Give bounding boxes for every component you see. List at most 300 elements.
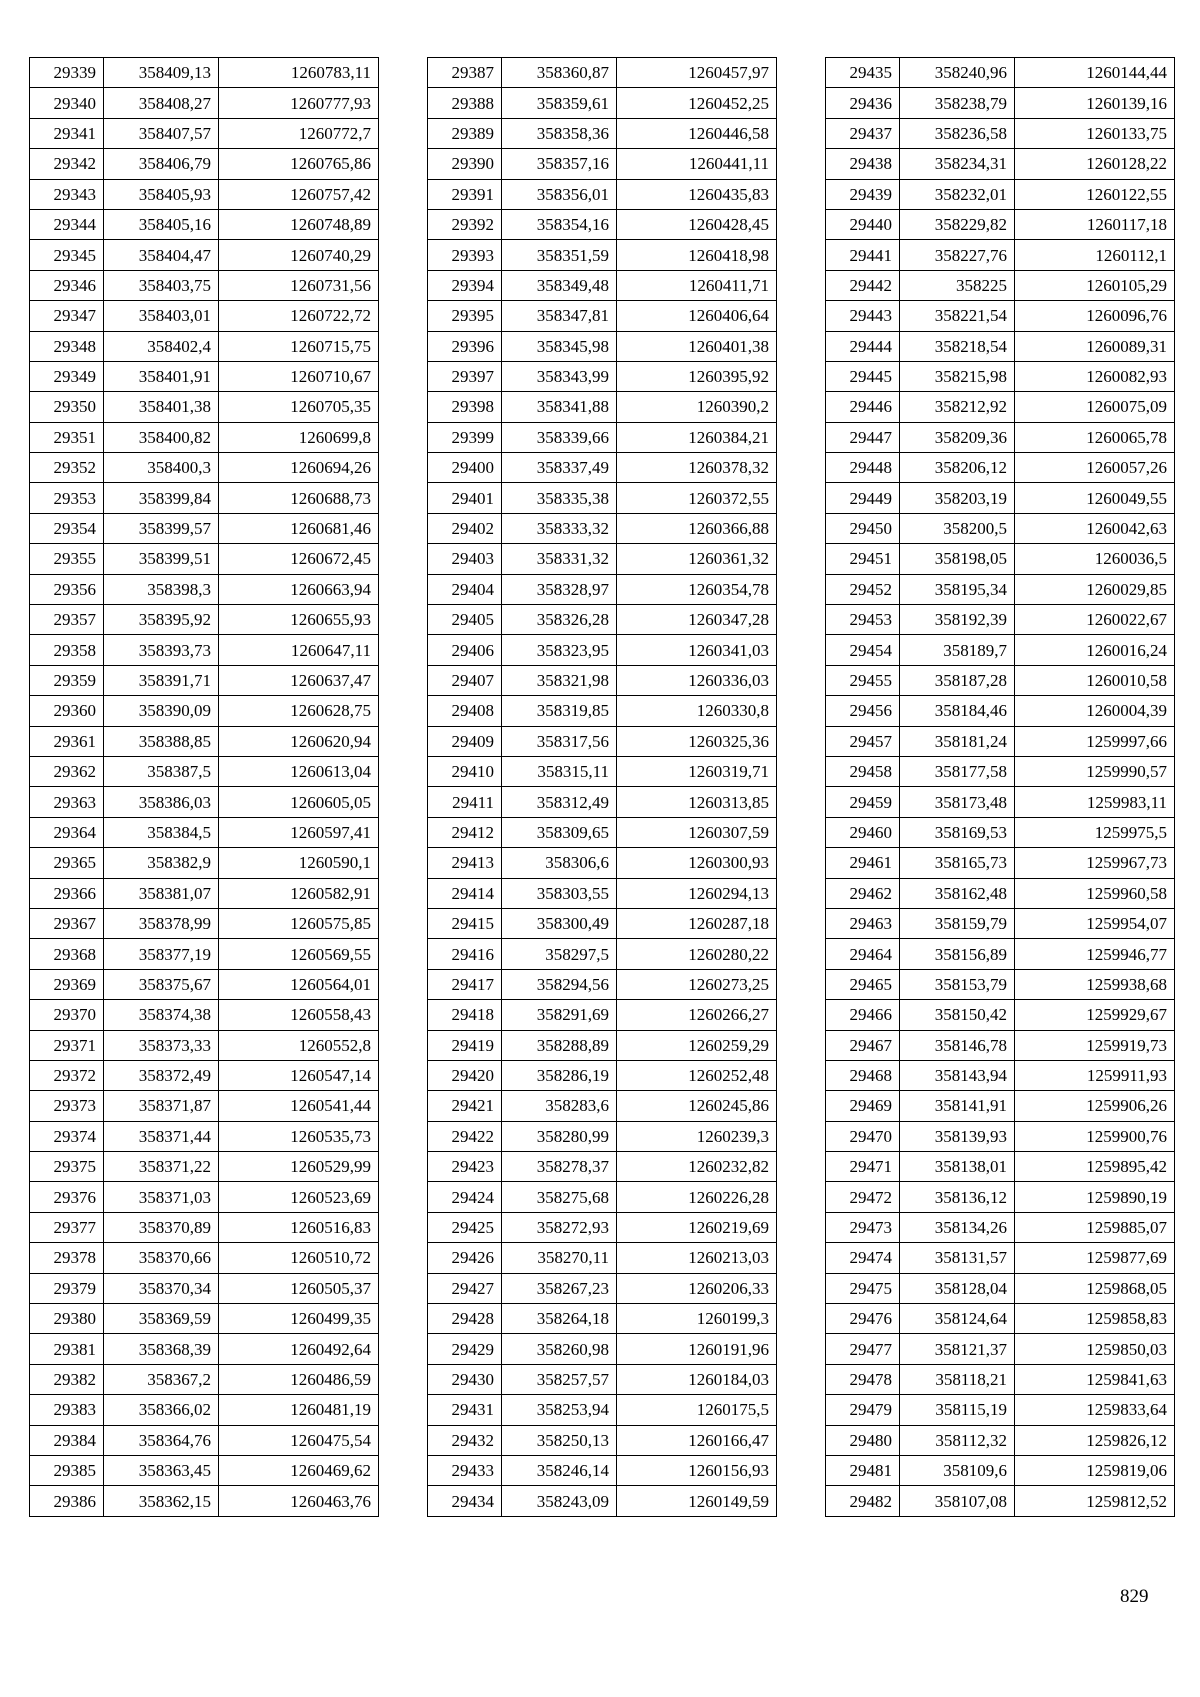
point-number-cell: 29352	[30, 453, 104, 483]
point-number-cell: 29381	[30, 1334, 104, 1364]
y-coordinate-cell: 1259858,83	[1015, 1304, 1175, 1334]
x-coordinate-cell: 358181,24	[900, 726, 1015, 756]
y-coordinate-cell: 1260613,04	[219, 756, 379, 786]
y-coordinate-cell: 1260232,82	[617, 1152, 777, 1182]
x-coordinate-cell: 358345,98	[502, 331, 617, 361]
point-number-cell: 29413	[428, 848, 502, 878]
point-number-cell: 29339	[30, 58, 104, 88]
x-coordinate-cell: 358377,19	[104, 939, 219, 969]
table-row	[428, 787, 777, 817]
x-coordinate-cell: 358300,49	[502, 908, 617, 938]
point-number-cell: 29423	[428, 1152, 502, 1182]
table-row	[826, 1364, 1175, 1394]
x-coordinate-cell: 358215,98	[900, 361, 1015, 391]
y-coordinate-cell: 1260354,78	[617, 574, 777, 604]
x-coordinate-cell: 358141,91	[900, 1091, 1015, 1121]
point-number-cell: 29388	[428, 88, 502, 118]
x-coordinate-cell: 358246,14	[502, 1455, 617, 1485]
x-coordinate-cell: 358391,71	[104, 665, 219, 695]
point-number-cell: 29464	[826, 939, 900, 969]
table-row	[826, 483, 1175, 513]
y-coordinate-cell: 1260128,22	[1015, 149, 1175, 179]
point-number-cell: 29341	[30, 118, 104, 148]
x-coordinate-cell: 358370,66	[104, 1243, 219, 1273]
table-row	[428, 817, 777, 847]
x-coordinate-cell: 358221,54	[900, 301, 1015, 331]
table-row	[826, 1243, 1175, 1273]
x-coordinate-cell: 358107,08	[900, 1486, 1015, 1516]
x-coordinate-cell: 358121,37	[900, 1334, 1015, 1364]
point-number-cell: 29448	[826, 453, 900, 483]
y-coordinate-cell: 1260647,11	[219, 635, 379, 665]
y-coordinate-cell: 1259946,77	[1015, 939, 1175, 969]
table-row	[826, 392, 1175, 422]
x-coordinate-cell: 358153,79	[900, 969, 1015, 999]
point-number-cell: 29361	[30, 726, 104, 756]
point-number-cell: 29403	[428, 544, 502, 574]
y-coordinate-cell: 1260294,13	[617, 878, 777, 908]
point-number-cell: 29422	[428, 1121, 502, 1151]
point-number-cell: 29443	[826, 301, 900, 331]
x-coordinate-cell: 358356,01	[502, 179, 617, 209]
table-row	[428, 1243, 777, 1273]
table-row	[30, 209, 379, 239]
x-coordinate-cell: 358384,5	[104, 817, 219, 847]
table-row	[30, 908, 379, 938]
point-number-cell: 29354	[30, 513, 104, 543]
y-coordinate-cell: 1260428,45	[617, 209, 777, 239]
point-number-cell: 29416	[428, 939, 502, 969]
y-coordinate-cell: 1260287,18	[617, 908, 777, 938]
x-coordinate-cell: 358371,22	[104, 1152, 219, 1182]
x-coordinate-cell: 358243,09	[502, 1486, 617, 1516]
x-coordinate-cell: 358370,34	[104, 1273, 219, 1303]
x-coordinate-cell: 358257,57	[502, 1364, 617, 1394]
y-coordinate-cell: 1260516,83	[219, 1212, 379, 1242]
y-coordinate-cell: 1260688,73	[219, 483, 379, 513]
y-coordinate-cell: 1260681,46	[219, 513, 379, 543]
x-coordinate-cell: 358399,84	[104, 483, 219, 513]
table-row	[826, 1000, 1175, 1030]
y-coordinate-cell: 1260065,78	[1015, 422, 1175, 452]
table-row	[30, 331, 379, 361]
x-coordinate-cell: 358326,28	[502, 605, 617, 635]
table-row	[428, 1182, 777, 1212]
table-row	[826, 1060, 1175, 1090]
point-number-cell: 29376	[30, 1182, 104, 1212]
table-row	[826, 118, 1175, 148]
x-coordinate-cell: 358407,57	[104, 118, 219, 148]
table-row	[428, 1455, 777, 1485]
table-row	[826, 756, 1175, 786]
y-coordinate-cell: 1260184,03	[617, 1364, 777, 1394]
x-coordinate-cell: 358401,38	[104, 392, 219, 422]
y-coordinate-cell: 1260149,59	[617, 1486, 777, 1516]
table-row	[30, 118, 379, 148]
x-coordinate-cell: 358118,21	[900, 1364, 1015, 1394]
table-row	[428, 453, 777, 483]
point-number-cell: 29450	[826, 513, 900, 543]
y-coordinate-cell: 1260523,69	[219, 1182, 379, 1212]
y-coordinate-cell: 1260366,88	[617, 513, 777, 543]
y-coordinate-cell: 1260213,03	[617, 1243, 777, 1273]
point-number-cell: 29397	[428, 361, 502, 391]
point-number-cell: 29470	[826, 1121, 900, 1151]
y-coordinate-cell: 1259997,66	[1015, 726, 1175, 756]
x-coordinate-cell: 358405,93	[104, 179, 219, 209]
table-row	[30, 1091, 379, 1121]
table-row	[30, 878, 379, 908]
x-coordinate-cell: 358115,19	[900, 1395, 1015, 1425]
x-coordinate-cell: 358136,12	[900, 1182, 1015, 1212]
y-coordinate-cell: 1260307,59	[617, 817, 777, 847]
y-coordinate-cell: 1260105,29	[1015, 270, 1175, 300]
y-coordinate-cell: 1260418,98	[617, 240, 777, 270]
y-coordinate-cell: 1260569,55	[219, 939, 379, 969]
point-number-cell: 29436	[826, 88, 900, 118]
table-row	[30, 574, 379, 604]
y-coordinate-cell: 1260552,8	[219, 1030, 379, 1060]
point-number-cell: 29412	[428, 817, 502, 847]
x-coordinate-cell: 358291,69	[502, 1000, 617, 1030]
table-row	[30, 969, 379, 999]
point-number-cell: 29368	[30, 939, 104, 969]
x-coordinate-cell: 358402,4	[104, 331, 219, 361]
y-coordinate-cell: 1260144,44	[1015, 58, 1175, 88]
y-coordinate-cell: 1259877,69	[1015, 1243, 1175, 1273]
point-number-cell: 29390	[428, 149, 502, 179]
y-coordinate-cell: 1259906,26	[1015, 1091, 1175, 1121]
x-coordinate-cell: 358156,89	[900, 939, 1015, 969]
point-number-cell: 29457	[826, 726, 900, 756]
x-coordinate-cell: 358297,5	[502, 939, 617, 969]
x-coordinate-cell: 358386,03	[104, 787, 219, 817]
point-number-cell: 29442	[826, 270, 900, 300]
table-row	[30, 1030, 379, 1060]
point-number-cell: 29444	[826, 331, 900, 361]
y-coordinate-cell: 1259826,12	[1015, 1425, 1175, 1455]
table-row	[30, 1304, 379, 1334]
y-coordinate-cell: 1260384,21	[617, 422, 777, 452]
y-coordinate-cell: 1260252,48	[617, 1060, 777, 1090]
table-row	[826, 88, 1175, 118]
point-number-cell: 29437	[826, 118, 900, 148]
table-row	[30, 605, 379, 635]
x-coordinate-cell: 358373,33	[104, 1030, 219, 1060]
table-row	[428, 1030, 777, 1060]
table-row	[826, 1030, 1175, 1060]
y-coordinate-cell: 1260547,14	[219, 1060, 379, 1090]
table-row	[30, 88, 379, 118]
y-coordinate-cell: 1260112,1	[1015, 240, 1175, 270]
table-row	[428, 574, 777, 604]
point-number-cell: 29446	[826, 392, 900, 422]
table-row	[826, 1091, 1175, 1121]
table-row	[30, 1000, 379, 1030]
x-coordinate-cell: 358359,61	[502, 88, 617, 118]
table-row	[30, 453, 379, 483]
table-row	[30, 1273, 379, 1303]
point-number-cell: 29475	[826, 1273, 900, 1303]
point-number-cell: 29407	[428, 665, 502, 695]
x-coordinate-cell: 358260,98	[502, 1334, 617, 1364]
point-number-cell: 29461	[826, 848, 900, 878]
point-number-cell: 29346	[30, 270, 104, 300]
point-number-cell: 29472	[826, 1182, 900, 1212]
table-row	[30, 483, 379, 513]
point-number-cell: 29372	[30, 1060, 104, 1090]
x-coordinate-cell: 358275,68	[502, 1182, 617, 1212]
table-row	[826, 1182, 1175, 1212]
point-number-cell: 29392	[428, 209, 502, 239]
x-coordinate-cell: 358333,32	[502, 513, 617, 543]
x-coordinate-cell: 358403,75	[104, 270, 219, 300]
table-row	[30, 1334, 379, 1364]
point-number-cell: 29371	[30, 1030, 104, 1060]
x-coordinate-cell: 358399,51	[104, 544, 219, 574]
point-number-cell: 29350	[30, 392, 104, 422]
x-coordinate-cell: 358238,79	[900, 88, 1015, 118]
x-coordinate-cell: 358405,16	[104, 209, 219, 239]
point-number-cell: 29440	[826, 209, 900, 239]
y-coordinate-cell: 1260777,93	[219, 88, 379, 118]
y-coordinate-cell: 1260122,55	[1015, 179, 1175, 209]
x-coordinate-cell: 358203,19	[900, 483, 1015, 513]
x-coordinate-cell: 358240,96	[900, 58, 1015, 88]
x-coordinate-cell: 358209,36	[900, 422, 1015, 452]
y-coordinate-cell: 1260469,62	[219, 1455, 379, 1485]
table-row	[826, 878, 1175, 908]
table-row	[826, 574, 1175, 604]
y-coordinate-cell: 1260672,45	[219, 544, 379, 574]
point-number-cell: 29359	[30, 665, 104, 695]
table-row	[428, 939, 777, 969]
point-number-cell: 29425	[428, 1212, 502, 1242]
point-number-cell: 29409	[428, 726, 502, 756]
x-coordinate-cell: 358351,59	[502, 240, 617, 270]
point-number-cell: 29378	[30, 1243, 104, 1273]
table-row	[30, 1243, 379, 1273]
point-number-cell: 29438	[826, 149, 900, 179]
point-number-cell: 29394	[428, 270, 502, 300]
point-number-cell: 29414	[428, 878, 502, 908]
table-row	[30, 1425, 379, 1455]
point-number-cell: 29441	[826, 240, 900, 270]
x-coordinate-cell: 358398,3	[104, 574, 219, 604]
point-number-cell: 29452	[826, 574, 900, 604]
x-coordinate-cell: 358212,92	[900, 392, 1015, 422]
x-coordinate-cell: 358312,49	[502, 787, 617, 817]
table-row	[826, 1334, 1175, 1364]
y-coordinate-cell: 1260049,55	[1015, 483, 1175, 513]
point-number-cell: 29478	[826, 1364, 900, 1394]
point-number-cell: 29476	[826, 1304, 900, 1334]
y-coordinate-cell: 1260411,71	[617, 270, 777, 300]
table-row	[428, 1425, 777, 1455]
x-coordinate-cell: 358368,39	[104, 1334, 219, 1364]
y-coordinate-cell: 1260313,85	[617, 787, 777, 817]
x-coordinate-cell: 358400,82	[104, 422, 219, 452]
table-row	[428, 969, 777, 999]
x-coordinate-cell: 358169,53	[900, 817, 1015, 847]
y-coordinate-cell: 1260378,32	[617, 453, 777, 483]
x-coordinate-cell: 358187,28	[900, 665, 1015, 695]
y-coordinate-cell: 1260783,11	[219, 58, 379, 88]
y-coordinate-cell: 1260029,85	[1015, 574, 1175, 604]
point-number-cell: 29418	[428, 1000, 502, 1030]
table-row	[826, 1121, 1175, 1151]
table-row	[826, 908, 1175, 938]
table-row	[428, 88, 777, 118]
point-number-cell: 29369	[30, 969, 104, 999]
point-number-cell: 29477	[826, 1334, 900, 1364]
point-number-cell: 29365	[30, 848, 104, 878]
point-number-cell: 29377	[30, 1212, 104, 1242]
y-coordinate-cell: 1259983,11	[1015, 787, 1175, 817]
y-coordinate-cell: 1260325,36	[617, 726, 777, 756]
y-coordinate-cell: 1260772,7	[219, 118, 379, 148]
y-coordinate-cell: 1259954,07	[1015, 908, 1175, 938]
point-number-cell: 29363	[30, 787, 104, 817]
point-number-cell: 29356	[30, 574, 104, 604]
table-row	[30, 787, 379, 817]
y-coordinate-cell: 1260330,8	[617, 696, 777, 726]
point-number-cell: 29370	[30, 1000, 104, 1030]
point-number-cell: 29405	[428, 605, 502, 635]
y-coordinate-cell: 1260535,73	[219, 1121, 379, 1151]
y-coordinate-cell: 1260175,5	[617, 1395, 777, 1425]
table-row	[428, 908, 777, 938]
table-row	[428, 422, 777, 452]
x-coordinate-cell: 358264,18	[502, 1304, 617, 1334]
point-number-cell: 29400	[428, 453, 502, 483]
x-coordinate-cell: 358229,82	[900, 209, 1015, 239]
y-coordinate-cell: 1260219,69	[617, 1212, 777, 1242]
table-row	[826, 453, 1175, 483]
point-number-cell: 29383	[30, 1395, 104, 1425]
y-coordinate-cell: 1259967,73	[1015, 848, 1175, 878]
point-number-cell: 29364	[30, 817, 104, 847]
y-coordinate-cell: 1260499,35	[219, 1304, 379, 1334]
point-number-cell: 29345	[30, 240, 104, 270]
point-number-cell: 29479	[826, 1395, 900, 1425]
point-number-cell: 29385	[30, 1455, 104, 1485]
point-number-cell: 29417	[428, 969, 502, 999]
y-coordinate-cell: 1260564,01	[219, 969, 379, 999]
x-coordinate-cell: 358339,66	[502, 422, 617, 452]
table-row	[428, 392, 777, 422]
x-coordinate-cell: 358317,56	[502, 726, 617, 756]
point-number-cell: 29480	[826, 1425, 900, 1455]
x-coordinate-cell: 358112,32	[900, 1425, 1015, 1455]
point-number-cell: 29465	[826, 969, 900, 999]
x-coordinate-cell: 358371,44	[104, 1121, 219, 1151]
x-coordinate-cell: 358341,88	[502, 392, 617, 422]
x-coordinate-cell: 358303,55	[502, 878, 617, 908]
y-coordinate-cell: 1260558,43	[219, 1000, 379, 1030]
table-row	[30, 513, 379, 543]
x-coordinate-cell: 358400,3	[104, 453, 219, 483]
y-coordinate-cell: 1260036,5	[1015, 544, 1175, 574]
y-coordinate-cell: 1260372,55	[617, 483, 777, 513]
point-number-cell: 29404	[428, 574, 502, 604]
point-number-cell: 29384	[30, 1425, 104, 1455]
y-coordinate-cell: 1259938,68	[1015, 969, 1175, 999]
point-number-cell: 29420	[428, 1060, 502, 1090]
table-row	[428, 149, 777, 179]
table-row	[826, 1304, 1175, 1334]
x-coordinate-cell: 358349,48	[502, 270, 617, 300]
point-number-cell: 29429	[428, 1334, 502, 1364]
y-coordinate-cell: 1260361,32	[617, 544, 777, 574]
y-coordinate-cell: 1260597,41	[219, 817, 379, 847]
table-row	[826, 179, 1175, 209]
table-row	[30, 665, 379, 695]
table-row	[30, 696, 379, 726]
table-row	[30, 1182, 379, 1212]
table-row	[428, 1060, 777, 1090]
table-row	[30, 1364, 379, 1394]
y-coordinate-cell: 1260259,29	[617, 1030, 777, 1060]
y-coordinate-cell: 1259868,05	[1015, 1273, 1175, 1303]
table-row	[826, 726, 1175, 756]
y-coordinate-cell: 1260042,63	[1015, 513, 1175, 543]
y-coordinate-cell: 1260457,97	[617, 58, 777, 88]
point-number-cell: 29349	[30, 361, 104, 391]
x-coordinate-cell: 358357,16	[502, 149, 617, 179]
point-number-cell: 29449	[826, 483, 900, 513]
x-coordinate-cell: 358286,19	[502, 1060, 617, 1090]
x-coordinate-cell: 358331,32	[502, 544, 617, 574]
table-row	[30, 1060, 379, 1090]
y-coordinate-cell: 1260117,18	[1015, 209, 1175, 239]
x-coordinate-cell: 358162,48	[900, 878, 1015, 908]
y-coordinate-cell: 1260166,47	[617, 1425, 777, 1455]
x-coordinate-cell: 358371,03	[104, 1182, 219, 1212]
table-row	[826, 58, 1175, 88]
point-number-cell: 29399	[428, 422, 502, 452]
x-coordinate-cell: 358109,6	[900, 1455, 1015, 1485]
table-row	[826, 969, 1175, 999]
x-coordinate-cell: 358198,05	[900, 544, 1015, 574]
point-number-cell: 29396	[428, 331, 502, 361]
table-row	[30, 392, 379, 422]
page-number: 829	[1120, 1586, 1149, 1607]
y-coordinate-cell: 1260541,44	[219, 1091, 379, 1121]
y-coordinate-cell: 1260510,72	[219, 1243, 379, 1273]
point-number-cell: 29469	[826, 1091, 900, 1121]
y-coordinate-cell: 1260075,09	[1015, 392, 1175, 422]
x-coordinate-cell: 358143,94	[900, 1060, 1015, 1090]
table-row	[30, 361, 379, 391]
x-coordinate-cell: 358337,49	[502, 453, 617, 483]
y-coordinate-cell: 1260620,94	[219, 726, 379, 756]
point-number-cell: 29451	[826, 544, 900, 574]
point-number-cell: 29380	[30, 1304, 104, 1334]
coordinate-table-1	[29, 57, 379, 1517]
point-number-cell: 29445	[826, 361, 900, 391]
x-coordinate-cell: 358267,23	[502, 1273, 617, 1303]
y-coordinate-cell: 1260139,16	[1015, 88, 1175, 118]
table-row	[428, 878, 777, 908]
x-coordinate-cell: 358395,92	[104, 605, 219, 635]
y-coordinate-cell: 1260245,86	[617, 1091, 777, 1121]
x-coordinate-cell: 358362,15	[104, 1486, 219, 1516]
x-coordinate-cell: 358206,12	[900, 453, 1015, 483]
x-coordinate-cell: 358124,64	[900, 1304, 1015, 1334]
table-row	[428, 1364, 777, 1394]
point-number-cell: 29432	[428, 1425, 502, 1455]
